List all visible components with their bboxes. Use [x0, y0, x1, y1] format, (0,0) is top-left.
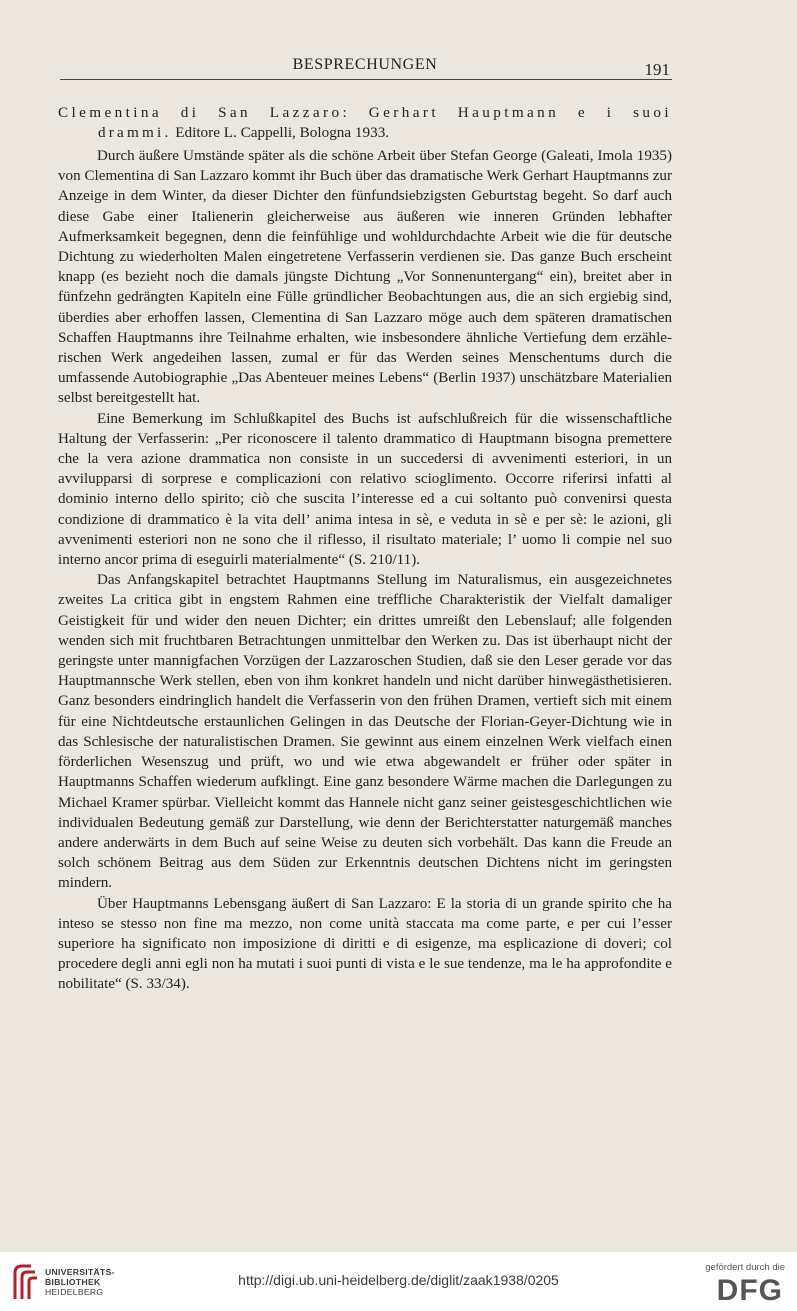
viewer-footer [0, 1252, 797, 1311]
dfg-logo[interactable]: DFG [716, 1274, 783, 1307]
paragraph-3: Das Anfangskapitel betrachtet Hauptmanns Stellung im Naturalismus, ein ausgezeichnetes zweites La critica gibt in engstem Rahmen eine treffliche Charakteristik der Vielfalt damaliger Geistigkeit für und wider den neuen Dichter; ein drittes umreißt den Lebenslauf; alle folgenden wenden sich mit fruchtbaren Betrachtungen unmittelbar den Werken zu. Das ist überhaupt nicht der geringste unter mannigfachen Vorzügen der Lazzaroschen Studien, daß sie den Leser gerade vor das Hauptmannsche Werk stellen, eben von ihm konkret handeln und nicht darüber hinwegästhetisieren. Ganz besonders eindringlich handelt die Verfasserin von den frühen Dramen, vertieft sich mit einem für eine Nichtdeutsche erstaunlichen Gelingen in das Deutsche der Florian-Geyer-Dichtung wie in das Schlesische der naturalistischen Dramen. Sie gewinnt aus einem einzelnen Werk vielfach einen förderlichen Wesenszug und prüft, wo und wie etwa abgewandelt er früher oder später in Hauptmanns Schaffen wiederum aufklingt. Eine ganz besondere Wärme machen die Darlegungen zu Michael Kramer spürbar. Vielleicht kommt das Hannele nicht ganz seiner geistesgeschichtlichen wie individualen Bedeutung gemäß zur Darstellung, wie denn der Berichterstatter naturgemäß manches andere anderwärts in dem Buch auf seine Weise zu deuten sich vorbehält. Das kann die Freude an solch schönem Beitrag aus dem Süden zur Erkenntnis deutschen Dichtens nicht im geringsten mindern. [58, 572, 672, 892]
page-number: 191 [644, 60, 670, 79]
page-content [58, 56, 672, 995]
running-head [58, 56, 672, 86]
paragraph-4: Über Hauptmanns Lebensgang äußert di San Lazzaro: E la storia di un grande spirito che ha inteso se stesso non fine ma mezzo, non come unità staccata ma come parte, e per cui l’esser superiore ha significato non imposizione di diritti e di esigenze, ma esplicazione di doveri; col procedere degli anni egli non ha mutati i suoi punti di vista e le sue tendenze, ma le ha approfondite e nobilitate“ (S. 33/34). [58, 895, 672, 993]
library-line-3: HEIDELBERG [45, 1287, 104, 1297]
header-rule [60, 79, 672, 80]
review-subline [98, 123, 672, 143]
review-subline-publisher: Editore L. Cappelli, Bologna 1933. [171, 124, 390, 141]
library-line-2: BIBLIOTHEK [45, 1277, 101, 1287]
paragraph-2: Eine Bemerkung im Schlußkapitel des Buchs ist aufschlußreich für die wissenschaftliche Haltung der Verfasserin: „Per riconoscere il talento drammatico di Hauptmann bisogna premettere che la vera azione drammatica non consiste in un succedersi di avvenimenti esteriori, in un avvilupparsi di sorprese e complicazioni con relativo scioglimento. Occorre riferirsi infatti al dominio interno dello spirito; ciò che suscita l’interesse ed a cui soltanto può convenirsi questa condizione di drammatico è la vita dell’ anima intesa in sè, e veduta in sè e per sè: le azioni, gli avvenimenti esteriori non ne sono che il riflesso, il risultato materiale; l’ uomo li compie nel suo interno ancor prima di eseguirli materialmente“ (S. 210/11). [58, 410, 672, 569]
funding-caption: gefördert durch die [705, 1262, 785, 1273]
permalink-url[interactable]: http://digi.ub.uni-heidelberg.de/diglit/zaak1938/0205 [238, 1272, 559, 1288]
running-title: BESPRECHUNGEN [292, 56, 438, 73]
library-line-1: UNIVERSITÄTS- [45, 1267, 115, 1277]
review-headline: Clementina di San Lazzaro: Gerhart Hauptmann e i suoi [58, 104, 672, 121]
paragraph-1: Durch äußere Umstände später als die schöne Arbeit über Stefan George (Galeati, Imola 1935) von Clementina di San Lazzaro kommt ihr Buch über das dramatische Werk Gerhart Hauptmanns zur Anzeige in dem Winter, da dieser Dichter den fünfundsiebzigsten Geburtstag begeht. So darf auch diese Gabe einer Italienerin gleicherweise aus äußeren wie inneren Gründen lebhafter Aufmerksamkeit begegnen, denn die feinfühlige und wohldurchdachte Arbeit wie die für deutsche Dichtung zu wiederholten Malen eingetretene Verfasserin verdienen sie. Das ganze Buch erscheint knapp (es bezieht noch die damals jüngste Dichtung „Vor Sonnenuntergang“ ein), breitet aber in fünfzehn gedrängten Kapiteln eine Fülle gründlicher Beobachtungen aus, die an sich ergiebig sind, überdies aber erhoffen lassen, Clementina di San Lazzaro möge auch dem späteren dramatischen Schaffen Hauptmanns ihre Teilnahme erhalten, wie insbesondere ähnliche Vertiefung dem erzählerischen Werk angedeihen lassen, zumal er für das Werden seines Menschentums durch die umfassende Autobiographie „Das Abenteuer meines Lebens“ (Berlin 1937) unschätzbare Materialien selbst bereitgestellt hat. [58, 148, 672, 407]
review-subline-title: drammi. [98, 124, 172, 141]
